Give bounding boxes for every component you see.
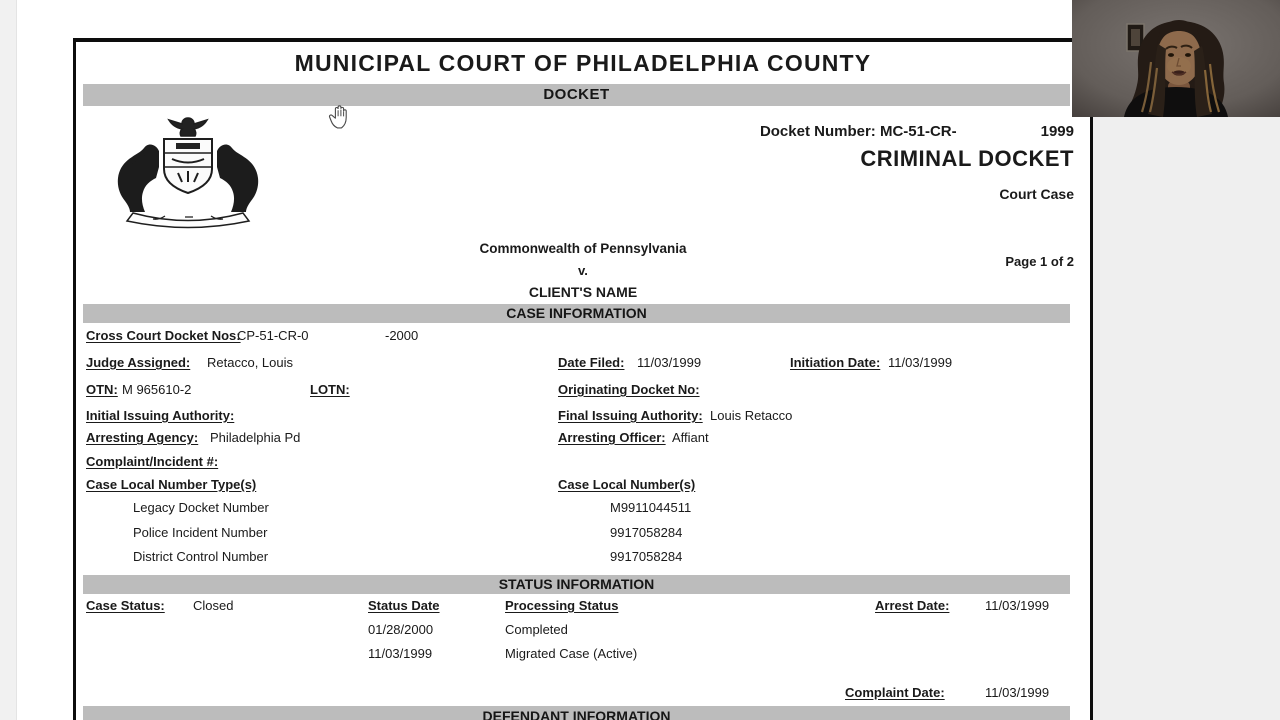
final-issuing-authority-label: Final Issuing Authority: (558, 408, 703, 423)
initiation-date-label: Initiation Date: (790, 355, 881, 370)
status-row-date: 11/03/1999 (368, 646, 433, 661)
status-row-status: Completed (505, 622, 568, 637)
status-information-section-bar: STATUS INFORMATION (83, 575, 1070, 594)
arresting-agency-value: Philadelphia Pd (210, 430, 301, 445)
cross-court-docket-value2: -2000 (385, 328, 419, 343)
judge-assigned-value: Retacco, Louis (207, 355, 293, 370)
local-number-value: M9911044511 (610, 500, 692, 515)
status-date-header: Status Date (368, 598, 440, 613)
date-filed-value: 11/03/1999 (637, 355, 702, 370)
cross-court-docket-label: Cross Court Docket Nos: (86, 328, 241, 343)
open-hand-cursor-icon (328, 102, 351, 132)
local-number-type: Legacy Docket Number (133, 500, 269, 515)
lotn-label: LOTN: (310, 382, 350, 397)
pennsylvania-coat-of-arms-icon (95, 113, 281, 233)
otn-label: OTN: (86, 382, 118, 397)
caption-versus: v. (578, 263, 588, 278)
judge-assigned-label: Judge Assigned: (86, 355, 191, 370)
local-number-type: District Control Number (133, 549, 269, 564)
initiation-date-value: 11/03/1999 (888, 355, 953, 370)
caption-defendant: CLIENT'S NAME (528, 284, 638, 300)
case-status-value: Closed (193, 598, 234, 613)
status-row-date: 01/28/2000 (368, 622, 434, 637)
arresting-officer-value: Affiant (672, 430, 709, 445)
status-row-status: Migrated Case (Active) (505, 646, 638, 661)
arresting-officer-label: Arresting Officer: (558, 430, 666, 445)
court-docket-document[interactable] (73, 38, 1093, 720)
complaint-incident-label: Complaint/Incident #: (86, 454, 219, 469)
initial-issuing-authority-label: Initial Issuing Authority: (86, 408, 235, 423)
processing-status-header: Processing Status (505, 598, 619, 613)
cross-court-docket-value: CP-51-CR-0 (237, 328, 309, 343)
page-indicator: Page 1 of 2 (1005, 254, 1074, 269)
complaint-date-label: Complaint Date: (845, 685, 945, 700)
docket-section-bar: DOCKET (83, 84, 1070, 106)
presenter-webcam-video (1072, 0, 1280, 117)
docket-number-label: Docket Number: MC-51-CR- (759, 123, 957, 140)
final-issuing-authority-value: Louis Retacco (710, 408, 793, 423)
arrest-date-label: Arrest Date: (875, 598, 950, 613)
criminal-docket-heading: CRIMINAL DOCKET (860, 146, 1074, 171)
case-information-section-bar: CASE INFORMATION (83, 304, 1070, 323)
defendant-information-section-bar: DEFENDANT INFORMATION (83, 706, 1070, 720)
local-number-value: 9917058284 (610, 525, 683, 540)
left-margin-strip (0, 0, 17, 720)
case-local-number-header: Case Local Number(s) (558, 477, 696, 492)
arrest-date-value: 11/03/1999 (985, 598, 1050, 613)
court-case-label: Court Case (999, 186, 1074, 202)
originating-docket-label: Originating Docket No: (558, 382, 700, 397)
otn-value: M 965610-2 (122, 382, 192, 397)
local-number-type: Police Incident Number (133, 525, 268, 540)
docket-number-line (760, 123, 1074, 140)
document-title: MUNICIPAL COURT OF PHILADELPHIA COUNTY (294, 50, 872, 76)
case-status-label: Case Status: (86, 598, 165, 613)
complaint-date-value: 11/03/1999 (985, 685, 1050, 700)
case-local-number-type-header: Case Local Number Type(s) (86, 477, 257, 492)
arresting-agency-label: Arresting Agency: (86, 430, 199, 445)
local-number-value: 9917058284 (610, 549, 683, 564)
date-filed-label: Date Filed: (558, 355, 625, 370)
caption-plaintiff: Commonwealth of Pennsylvania (479, 241, 687, 256)
docket-number-year: 1999 (1040, 123, 1074, 140)
